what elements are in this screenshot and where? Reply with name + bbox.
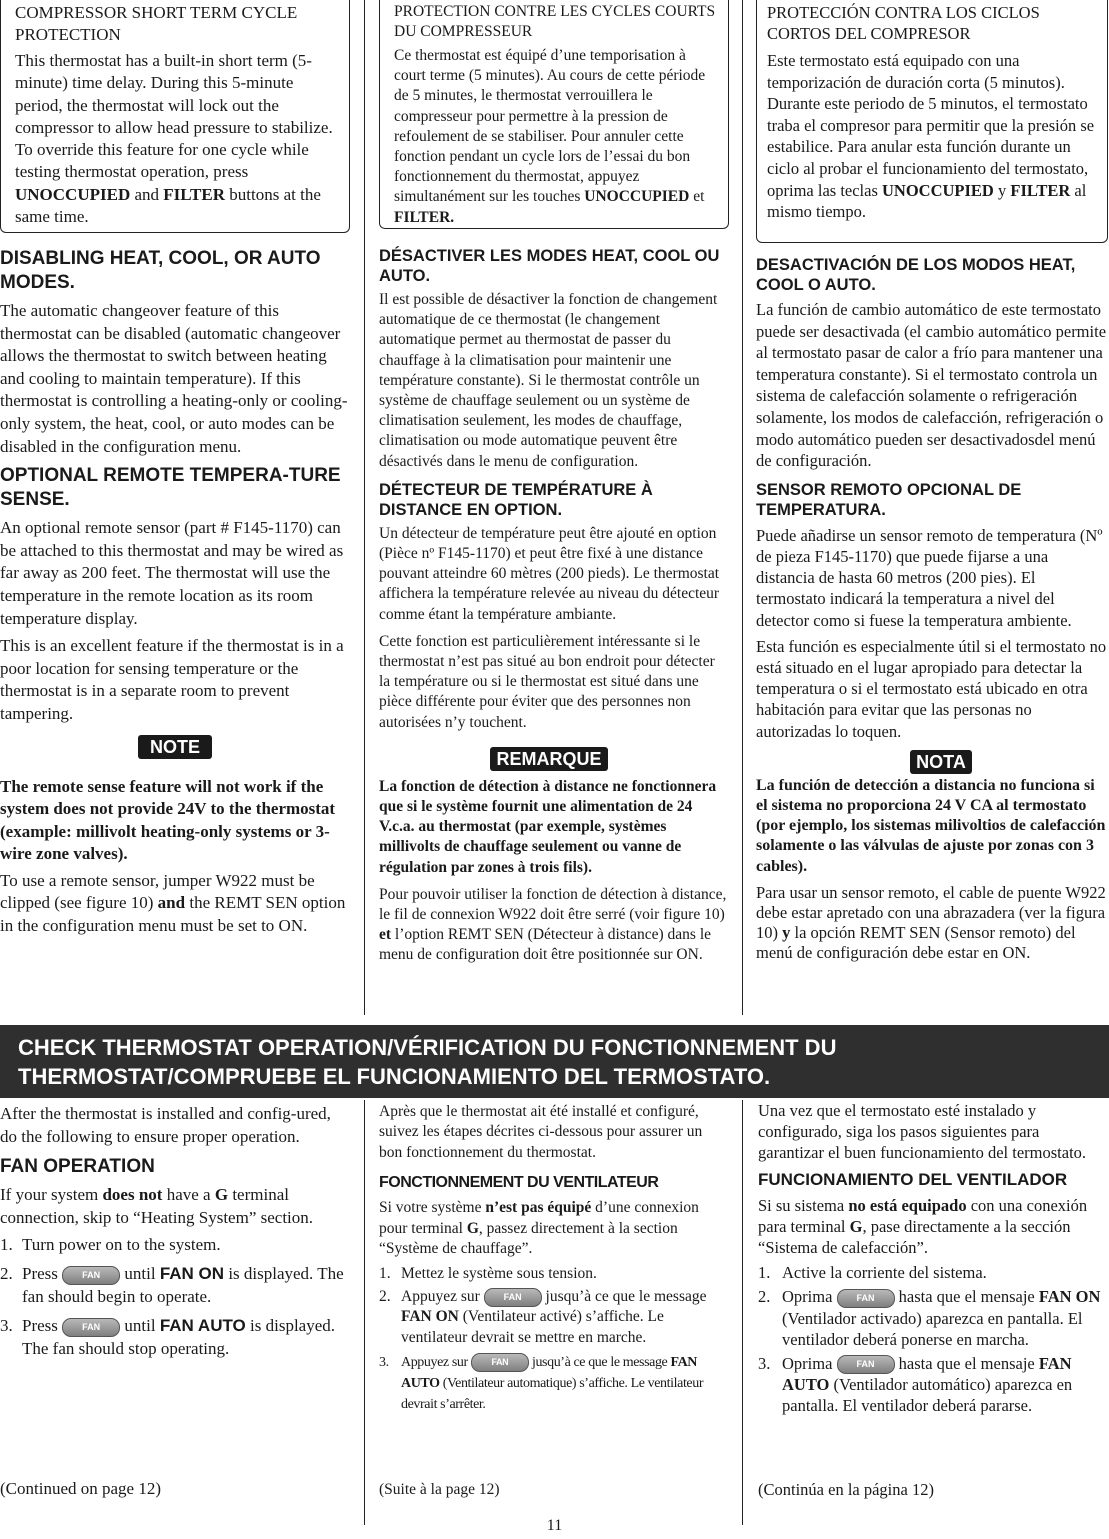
box-text-es: Este termostato está equipado con una temporización de duración corta (5 minutos). Durante este periodo de 5 minutos, el termostato traba el compresor para permitir que la presión se estabilice. Para anular esta función durante un ciclo al probar el funcionamiento del termostato, oprima las teclas UNOCCUPIED y FILTER al mismo tiempo. xyxy=(767,51,1095,222)
paragraph-disable-modes-fr: Il est possible de désactiver la fonction de changement automatique de ce thermostat (le changement automatique permet au thermostat de passer du chauffage à la climatisation pour maintenir une température constante). Si le thermostat contrôle un système de chauffage seulement ou un système de climatisation seulement, les modes de chauffage, climatisation ou mode automatique peuvent être désactivés dans le menu de configuration. xyxy=(379,291,718,470)
fan-button[interactable]: FAN xyxy=(484,1288,542,1307)
heading-disable-modes: DISABLING HEAT, COOL, OR AUTO MODES. xyxy=(0,248,321,293)
list-item: 1. Turn power on to the system. xyxy=(0,1235,221,1254)
english-lower xyxy=(0,1102,352,1360)
compressor-protection-box xyxy=(0,0,350,233)
list-item: 1. Mettez le système sous tension. xyxy=(379,1265,597,1283)
heading-fan-operation: FAN OPERATION xyxy=(0,1156,155,1177)
paragraph-remote-sense-1-fr: Un détecteur de température peut être ajouté en option (Pièce nº F145-1170) et peut être fixé à une distance pouvant atteindre 60 mètres (200 pieds). Le thermostat affichera la température relevée au niveau du détecteur comme étant la température ambiante. xyxy=(379,524,720,623)
list-item: 3. Appuyez sur FAN jusqu’à ce que le message FAN AUTO (Ventilateur automatique) s’affiche. Le ventilateur devrait s’arrêter. xyxy=(379,1355,704,1413)
heading-remote-sense: OPTIONAL REMOTE TEMPERA-TURE SENSE. xyxy=(0,465,341,511)
list-item: 2. Press FAN until FAN ON is displayed. The fan should begin to operate. xyxy=(0,1264,344,1306)
fan-steps xyxy=(0,1233,352,1360)
column-divider-4 xyxy=(742,1100,743,1525)
paragraph-remote-sense-1-es: Puede añadirse un sensor remoto de temperatura (Nº de pieza F145-1170) que puede fijarse a una distancia de hasta 60 metros (200 pies). El termostato indicará la temperatura a nivel del detector como si fuese la temperatura ambiente. xyxy=(756,525,1103,630)
paragraph-remote-sense-2-es: Esta función es especialmente útil si el termostato no está situado en el lugar apropiado para detectar la temperatura o si el termostato está ubicado en otra habitación para evitar que las personas no autorizadas lo toquen. xyxy=(756,636,1107,741)
box-text-fr: Ce thermostat est équipé d’une temporisation à court terme (5 minutes). Au cours de cette période de 5 minutes, le thermostat verrouillera le compresseur pour permettre à la pression de refoulement de se stabiliser. Pour annuler cette fonction pendant un cycle lors de l’essai du bon fonctionnement du thermostat, appuyez simultanément sur les touches UNOCCUPIED et FILTER. xyxy=(394,47,706,226)
page-number: 11 xyxy=(546,1517,563,1534)
continued-note: (Continued on page 12) xyxy=(0,1479,161,1498)
paragraph-disable-modes: The automatic changeover feature of this thermostat can be disabled (automatic changeover allows the thermostat to switch between heating and cooling to maintain temperature). If this thermostat is controlling a heating-only or cooling-only system, the heat, cool, or auto modes can be disabled in the configuration menu. xyxy=(0,301,348,456)
heading-fan-operation-fr: FONCTIONNEMENT DU VENTILATEUR xyxy=(379,1174,659,1192)
paragraph-after-install: After the thermostat is installed and config-ured, do the following to ensure proper operation. xyxy=(0,1104,331,1146)
heading-remote-sense-es: SENSOR REMOTO OPCIONAL DE TEMPERATURA. xyxy=(756,480,1022,519)
fan-button[interactable]: FAN xyxy=(837,1355,895,1374)
heading-remote-sense-fr: DÉTECTEUR DE TEMPÉRATURE À DISTANCE EN OPTION. xyxy=(379,480,653,519)
note-text: The remote sense feature will not work if the system does not provide 24V to the thermostat (example: millivolt heating-only systems or 3-wire zone valves). xyxy=(0,776,336,864)
fan-button[interactable]: FAN xyxy=(62,1266,120,1285)
french-column xyxy=(379,0,729,966)
paragraph-remote-sense-2: This is an excellent feature if the thermostat is in a poor location for sensing temperature or the thermostat is in a separate room to prevent tampering. xyxy=(0,636,344,723)
fan-button[interactable]: FAN xyxy=(471,1353,529,1372)
remarque-badge: REMARQUE xyxy=(490,747,607,771)
paragraph-disable-modes-es: La función de cambio automático de este termostato puede ser desactivada (el cambio automático permite al termostato pasar de calor a frío para mantener una temperatura constante). Si el termostato controla un sistema de calefacción solamente o refrigeración solamente, los modos de calefacción, refrigeración o modo automático pueden ser desactivadosdel menú de configuración. xyxy=(756,300,1107,471)
spanish-column xyxy=(756,0,1108,964)
box-title: COMPRESSOR SHORT TERM CYCLE PROTECTION xyxy=(15,3,298,44)
fan-button[interactable]: FAN xyxy=(62,1318,120,1337)
column-divider-2 xyxy=(742,0,743,1015)
fan-intro: If your system does not have a G terminal connection, skip to “Heating System” section. xyxy=(0,1185,314,1227)
box-title-es: PROTECCIÓN CONTRA LOS CICLOS CORTOS DEL COMPRESOR xyxy=(767,3,1040,43)
note-text-fr: La fonction de détection à distance ne fonctionnera que si le système fournit une alimentation de 24 V.c.a. au thermostat (par exemple, systèmes millivolts de chauffage seulement ou vanne de régulation par zones à trois fils). xyxy=(379,777,717,876)
check-operation-banner xyxy=(0,1025,1109,1098)
fan-intro-es: Si su sistema no está equipado con una conexión para terminal G, pase directamente a la sección “Sistema de calefacción”. xyxy=(758,1196,1088,1257)
column-divider-3 xyxy=(364,1100,365,1525)
list-item: 2. Appuyez sur FAN jusqu’à ce que le message FAN ON (Ventilateur activé) s’affiche. Le ventilateur devrait se mettre en marche. xyxy=(379,1287,707,1346)
french-lower xyxy=(379,1102,724,1415)
fan-steps-es xyxy=(758,1262,1108,1416)
list-item: 1. Active la corriente del sistema. xyxy=(758,1263,987,1282)
heading-fan-operation-es: FUNCIONAMIENTO DEL VENTILADOR xyxy=(758,1170,1068,1189)
paragraph-jumper: To use a remote sensor, jumper W922 must be clipped (see figure 10) and the REMT SEN option in the configuration menu must be set to ON. xyxy=(0,870,346,936)
list-item: 2. Oprima FAN hasta que el mensaje FAN ON (Ventilador activado) aparezca en pantalla. El ventilador deberá ponerse en marcha. xyxy=(758,1287,1101,1349)
fan-button[interactable]: FAN xyxy=(837,1289,895,1308)
paragraph-remote-sense-2-fr: Cette fonction est particulièrement intéressante si le thermostat n’est pas situé au bon endroit pour détecter la température ou si le thermostat est situé dans une pièce différente pour éviter que des personnes non autorisées n’y touchent. xyxy=(379,632,715,731)
paragraph-remote-sense-1: An optional remote sensor (part # F145-1170) can be attached to this thermostat and may be wired as far away as 200 feet. The thermostat will use the temperature in the remote location as its room temperature display. xyxy=(0,518,344,628)
list-item: 3. Oprima FAN hasta que el mensaje FAN AUTO (Ventilador automático) aparezca en pantalla. El ventilador deberá pararse. xyxy=(758,1353,1073,1416)
continued-note-es: (Continúa en la página 12) xyxy=(758,1480,934,1499)
heading-disable-modes-es: DESACTIVACIÓN DE LOS MODOS HEAT, COOL O AUTO. xyxy=(756,256,1076,294)
nota-badge: NOTA xyxy=(910,750,972,774)
continued-note-fr: (Suite à la page 12) xyxy=(379,1481,500,1498)
compressor-protection-box-fr xyxy=(379,0,729,229)
column-divider-1 xyxy=(364,0,365,1015)
banner-line-2: THERMOSTAT/COMPRUEBE EL FUNCIONAMIENTO DEL TERMOSTATO. xyxy=(18,1064,771,1089)
list-item: 3. Press FAN until FAN AUTO is displayed. The fan should stop operating. xyxy=(0,1316,336,1358)
box-text: This thermostat has a built-in short term (5-minute) time delay. During this 5-minute period, the thermostat will lock out the compressor to allow head pressure to stabilize. To override this feature for one cycle while testing thermostat operation, press UNOCCUPIED and FILTER buttons at the same time. xyxy=(15,51,333,227)
english-column xyxy=(0,0,350,938)
fan-intro-fr: Si votre système n’est pas équipé d’une connexion pour terminal G, passez directement à la section “Système de chauffage”. xyxy=(379,1199,699,1258)
box-title-fr: PROTECTION CONTRE LES CYCLES COURTS DU COMPRESSEUR xyxy=(394,3,716,40)
paragraph-after-install-es: Una vez que el termostato esté instalado y configurado, siga los pasos siguientes para garantizar el buen funcionamiento del termostato. xyxy=(758,1101,1087,1162)
banner-line-1: CHECK THERMOSTAT OPERATION/VÉRIFICATION DU FONCTIONNEMENT DU xyxy=(18,1035,837,1060)
compressor-protection-box-es xyxy=(756,0,1108,243)
fan-steps-fr xyxy=(379,1264,724,1415)
paragraph-after-install-fr: Après que le thermostat ait été installé et configuré, suivez les étapes décrites ci-dessous pour assurer un bon fonctionnement du thermostat. xyxy=(379,1103,703,1161)
note-badge: NOTE xyxy=(138,735,212,759)
spanish-lower xyxy=(758,1100,1108,1416)
paragraph-jumper-es: Para usar un sensor remoto, el cable de puente W922 debe estar apretado con una abrazadera (ver la figura 10) y la opción REMT SEN (Sensor remoto) del menú de configuración debe estar en ON. xyxy=(756,882,1106,963)
note-text-es: La función de detección a distancia no funciona si el sistema no proporciona 24 V CA al termostato (por ejemplo, los sistemas milivoltios de calefacción solamente o las válvulas de ajuste por zonas con 3 cables). xyxy=(756,776,1106,875)
heading-disable-modes-fr: DÉSACTIVER LES MODES HEAT, COOL OU AUTO. xyxy=(379,247,720,285)
paragraph-jumper-fr: Pour pouvoir utiliser la fonction de détection à distance, le fil de connexion W922 doit être serré (voir figure 10) et l’option REMT SEN (Détecteur à distance) dans le menu de configuration doit être positionnée sur ON. xyxy=(379,885,727,964)
